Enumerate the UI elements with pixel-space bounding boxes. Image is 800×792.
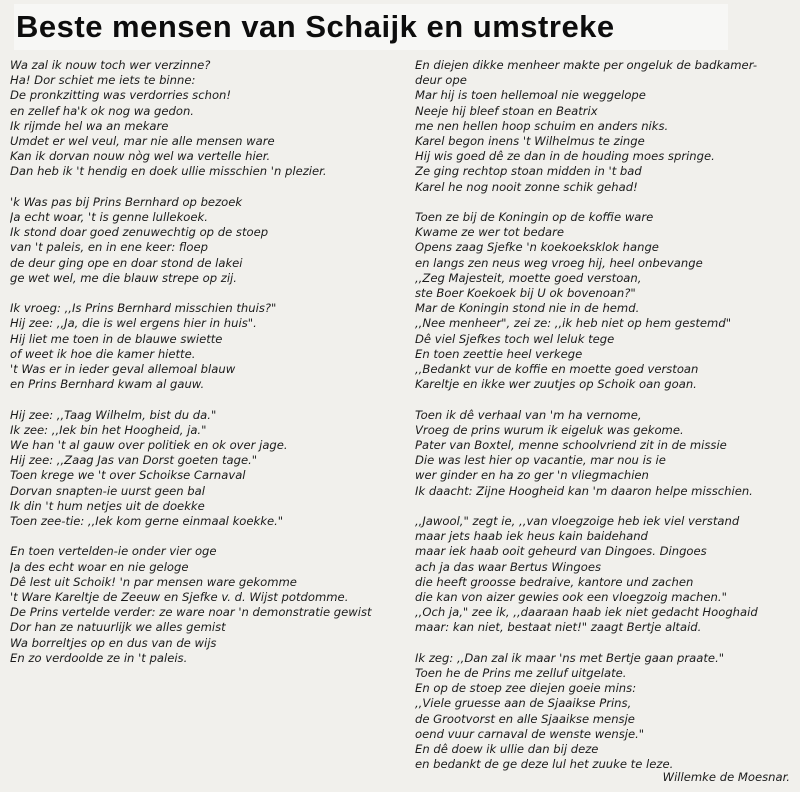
poem-line: maar: kan niet, bestaat niet!" zaagt Bertje altaid.	[415, 620, 702, 635]
poem-line: Dor han ze natuurlijk we alles gemist	[10, 620, 226, 635]
poem-line: Dan heb ik 't hendig en doek ullie misschien 'n plezier.	[10, 164, 327, 179]
poem-line: Opens zaag Sjefke 'n koekoeksklok hange	[415, 240, 659, 255]
poem-line: Karel begon inens 't Wilhelmus te zinge	[415, 134, 645, 149]
poem-line: of weet ik hoe die kamer hiette.	[10, 346, 196, 361]
poem-line: Ja des echt woar en nie geloge	[10, 559, 189, 574]
right-stanza	[415, 514, 795, 636]
poem-line: ,,Nee menheer", zei ze: ,,ik heb niet op hem gestemd"	[415, 316, 732, 331]
poem-line: 't Was er in ieder geval allemoal blauw	[10, 362, 236, 377]
left-stanza	[10, 58, 406, 180]
poem-line: ste Boer Koekoek bij U ok bovenoan?"	[415, 286, 636, 301]
poem-line: Umdet er wel veul, mar nie alle mensen ware	[10, 134, 275, 149]
poem-line: Karel he nog nooit zonne schik gehad!	[415, 179, 638, 194]
poem-line: Ik zee: ,,Iek bin het Hoogheid, ja."	[10, 422, 207, 437]
poem-line: ach ja das waar Bertus Wingoes	[415, 559, 601, 574]
right-stanza	[415, 58, 795, 195]
poem-line: ,,Jawool," zegt ie, ,,van vloegzoige heb iek viel verstand	[415, 514, 740, 529]
poem-line: Pater van Boxtel, menne schoolvriend zit in de missie	[415, 438, 727, 453]
poem-line: deur ope	[415, 73, 467, 88]
poem-line: en Prins Bernhard kwam al gauw.	[10, 377, 205, 392]
poem-line: de deur ging ope en doar stond de lakei	[10, 255, 243, 270]
poem-line: Wa zal ik nouw toch wer verzinne?	[10, 58, 211, 72]
poem-line: die kan von aizer gewies ook een vloegzoig machen."	[415, 590, 727, 605]
poem-line: Dê viel Sjefkes toch wel leluk tege	[415, 331, 615, 346]
poem-line: Hij liet me toen in de blauwe swiette	[10, 331, 223, 346]
poem-line: Toen ik dê verhaal van 'm ha vernome,	[415, 407, 642, 422]
poem-line: Ik zeg: ,,Dan zal ik maar 'ns met Bertje gaan praate."	[415, 650, 725, 665]
poem-line: Toen krege we 't over Schoikse Carnaval	[10, 468, 246, 483]
poem-line: Wa borreltjes op en dus van de wijs	[10, 635, 217, 650]
poem-line: Ik vroeg: ,,Is Prins Bernhard misschien thuis?"	[10, 301, 277, 316]
poem-line: Hij zee: ,,Taag Wilhelm, bist du da."	[10, 407, 217, 422]
poem-line: Ik rijmde hel wa an mekare	[10, 118, 169, 133]
poem-line: Hij zee: ,,Ja, die is wel ergens hier in huis".	[10, 316, 257, 331]
poem-line: en zellef ha'k ok nog wa gedon.	[10, 103, 194, 118]
poem-line: En diejen dikke menheer makte per ongeluk de badkamer-	[415, 58, 758, 72]
left-stanza	[10, 408, 406, 530]
poem-line: en langs zen neus weg vroeg hij, heel onbevange	[415, 255, 703, 270]
poem-line: Kareltje en ikke wer zuutjes op Schoik oan goan.	[415, 377, 697, 392]
poem-line: 't Ware Kareltje de Zeeuw en Sjefke v. d. Wijst potdomme.	[10, 590, 349, 605]
poem-line: Dê lest uit Schoik! 'n par mensen ware gekomme	[10, 574, 297, 589]
poem-line: En zo verdoolde ze in 't paleis.	[10, 650, 188, 665]
poem-line: Ik daacht: Zijne Hoogheid kan 'm daaron helpe misschien.	[415, 483, 753, 498]
poem-line: maar jets haab iek heus kain baidehand	[415, 529, 648, 544]
page-title: Beste mensen van Schaijk en umstreke	[14, 4, 728, 50]
poem-line: Toen he de Prins me zelluf uitgelate.	[415, 666, 627, 681]
poem-line: En op de stoep zee diejen goeie mins:	[415, 681, 637, 696]
poem-line: Die was lest hier op vacantie, mar nou is ie	[415, 453, 666, 468]
left-column	[10, 58, 406, 681]
poem-line: ge wet wel, me die blauw strepe op zij.	[10, 270, 237, 285]
poem-line: ,,Viele gruesse aan de Sjaaikse Prins,	[415, 696, 632, 711]
right-stanza	[415, 408, 795, 499]
poem-line: de Grootvorst en alle Sjaaikse mensje	[415, 711, 635, 726]
poem-line: ,,Bedankt vur de koffie en moette goed verstoan	[415, 362, 699, 377]
poem-line: oend vuur carnaval de wenste wensje."	[415, 726, 645, 741]
poem-line: wer ginder en ha zo ger 'n vliegmachien	[415, 468, 649, 483]
poem-line: Ik din 't hum netjes uit de doekke	[10, 498, 205, 513]
poem-line: Dorvan snapten-ie uurst geen bal	[10, 483, 205, 498]
poem-line: Mar hij is toen hellemoal nie weggelope	[415, 88, 646, 103]
poem-line: Mar de Koningin stond nie in de hemd.	[415, 301, 640, 316]
poem-line: Vroeg de prins wurum ik eigeluk was gekome.	[415, 422, 684, 437]
poem-line: Kwame ze wer tot bedare	[415, 225, 564, 240]
poem-line: Ik stond doar goed zenuwechtig op de stoep	[10, 225, 269, 240]
poem-line: We han 't al gauw over politiek en ok over jage.	[10, 438, 288, 453]
poem-line: Hij zee: ,,Zaag Jas van Dorst goeten tage."	[10, 453, 258, 468]
poem-line: Kan ik dorvan nouw nòg wel wa vertelle hier.	[10, 149, 271, 164]
poem-line: ,,Zeg Majesteit, moette goed verstoan,	[415, 270, 642, 285]
poem-line: van 't paleis, en in ene keer: floep	[10, 240, 208, 255]
left-stanza	[10, 301, 406, 392]
right-stanza	[415, 651, 795, 773]
poem-line: De pronkzitting was verdorries schon!	[10, 88, 232, 103]
signature: Willemke de Moesnar.	[662, 770, 790, 784]
poem-line: die heeft groosse bedraive, kantore und zachen	[415, 574, 694, 589]
poem-line: Ja echt woar, 't is genne lullekoek.	[10, 210, 208, 225]
poem-line: maar iek haab ooit geheurd van Dingoes. Dingoes	[415, 544, 707, 559]
poem-line: me nen hellen hoop schuim en anders niks.	[415, 118, 669, 133]
right-column	[415, 58, 795, 788]
poem-line: Ha! Dor schiet me iets te binne:	[10, 73, 196, 88]
poem-line: En dê doew ik ullie dan bij deze	[415, 742, 599, 757]
poem-line: en bedankt de ge deze lul het zuuke te leze.	[415, 757, 674, 772]
poem-line: De Prins vertelde verder: ze ware noar 'n demonstratie gewist	[10, 605, 372, 620]
poem-line: Toen zee-tie: ,,Iek kom gerne einmaal koekke."	[10, 514, 284, 529]
left-stanza	[10, 544, 406, 666]
poem-line: Neeje hij bleef stoan en Beatrix	[415, 103, 598, 118]
poem-line: 'k Was pas bij Prins Bernhard op bezoek	[10, 194, 243, 209]
left-stanza	[10, 195, 406, 286]
poem-line: En toen vertelden-ie onder vier oge	[10, 544, 217, 559]
poem-line: Toen ze bij de Koningin op de koffie ware	[415, 210, 654, 225]
poem-line: ,,Och ja," zee ik, ,,daaraan haab iek niet gedacht Hooghaid	[415, 605, 758, 620]
right-stanza	[415, 210, 795, 392]
poem-line: En toen zeettie heel verkege	[415, 346, 583, 361]
poem-line: Hij wis goed dê ze dan in de houding moes springe.	[415, 149, 715, 164]
poem-line: Ze ging rechtop stoan midden in 't bad	[415, 164, 642, 179]
